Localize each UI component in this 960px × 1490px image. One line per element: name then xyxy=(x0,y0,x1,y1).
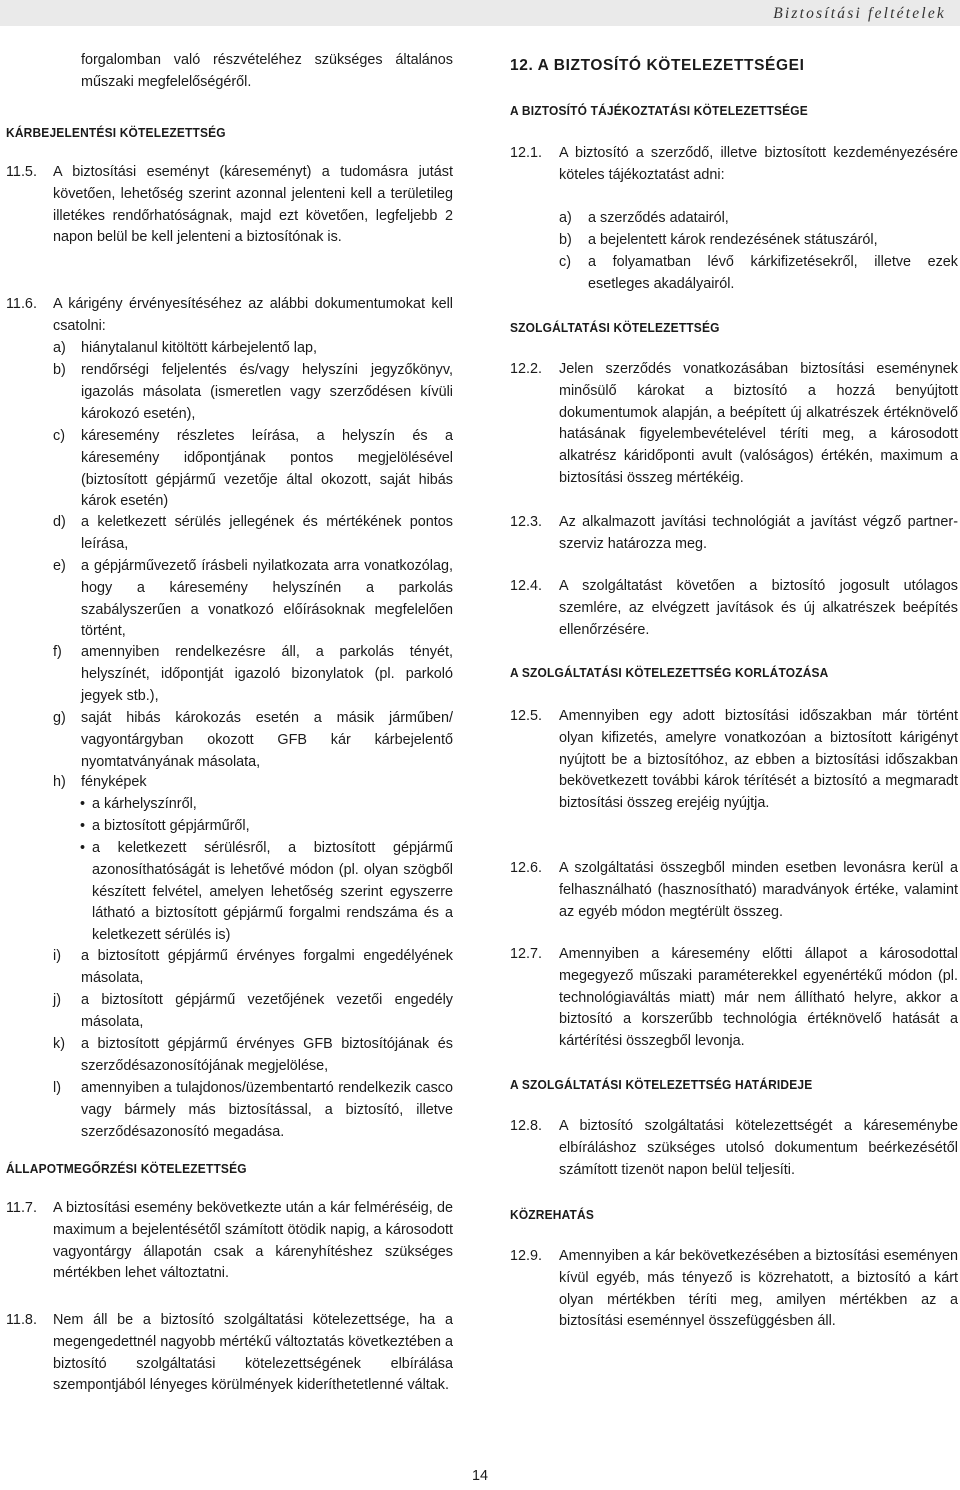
heading-karbejelentesi: KÁRBEJELENTÉSI KÖTELEZETTSÉG xyxy=(6,125,226,140)
list-item-text: a biztosított gépjármű vezetőjének vezetői engedély másolata, xyxy=(81,992,453,1030)
list-item-text: saját hibás károkozás esetén a másik járműben/ vagyontárgyban okozott GFB kár kárbejelentő nyomtatványának másolata, xyxy=(81,710,453,770)
list-item-text: a bejelentett károk rendezésének státuszáról, xyxy=(588,232,878,248)
list-letter: j) xyxy=(53,992,61,1008)
bullet-text: a kárhelyszínről, xyxy=(92,796,197,812)
clause-12-1-text: A biztosító a szerződő, illetve biztosított kezdeményezésére köteles tájékoztatást adni: xyxy=(559,145,958,183)
clause-number: 12.9. xyxy=(510,1248,543,1264)
clause-number: 12.8. xyxy=(510,1118,543,1134)
clause-number: 11.8. xyxy=(6,1312,37,1328)
clause-12-7-text: Amennyiben a káresemény előtti állapot a károsodottal megegyező műszaki paraméterekkel egyenértékű módon (pl. technológiaváltás miatt) már nem állítható helyre, akkor a biztosító a korszerűbb technológia értéknövelő hatását a kártérítési összegből levonja. xyxy=(559,946,958,1050)
bullet-dot: • xyxy=(80,818,86,834)
bullet-dot: • xyxy=(80,840,86,856)
clause-number: 12.2. xyxy=(510,361,543,377)
clause-number: 12.6. xyxy=(510,860,543,876)
page-number: 14 xyxy=(472,1468,489,1484)
list-letter: k) xyxy=(53,1036,65,1052)
clause-number: 12.1. xyxy=(510,145,543,161)
list-letter: d) xyxy=(53,514,66,530)
list-letter: h) xyxy=(53,774,66,790)
list-letter: b) xyxy=(559,232,572,248)
clause-12-6-text: A szolgáltatási összegből minden esetben levonásra kerül a felhasználható (hasznosítható) maradványok értéke, valamint az egyéb módon megtérült összeg. xyxy=(559,860,958,920)
clause-12-2-text: Jelen szerződés vonatkozásában biztosítási eseménynek minősülő károkat a biztosító a hozzá benyújtott dokumentumok alapján, a beépített új alkatrészek értéknövelő hatásának figyelembevételével téríti meg, a károsodott alkatrész káridőponti avult (valóságos) értékén, maximum a biztosítási összeg mértékéig. xyxy=(559,361,958,486)
list-letter: l) xyxy=(53,1080,61,1096)
list-letter: b) xyxy=(53,362,66,378)
clause-number: 12.3. xyxy=(510,514,543,530)
list-letter: f) xyxy=(53,644,62,660)
intro-paragraph: forgalomban való részvételéhez szükséges általános műszaki megfelelőségéről. xyxy=(81,52,453,90)
clause-11-8-text: Nem áll be a biztosító szolgáltatási kötelezettsége, ha a megengedettnél nagyobb mértékű változtatás következtében a biztosító szolgáltatási kötelezettségének elbírálása szempontjából lényeges körülmények kideríthetetlenné váltak. xyxy=(53,1312,454,1394)
list-item-text: hiánytalanul kitöltött kárbejelentő lap, xyxy=(81,340,317,356)
clause-number: 12.4. xyxy=(510,578,543,594)
heading-szolgaltatasi: SZOLGÁLTATÁSI KÖTELEZETTSÉG xyxy=(510,320,720,335)
clause-12-5-text: Amennyiben egy adott biztosítási időszakban már történt olyan kifizetés, amelyre vonatkozóan a biztosított kárigényt nyújtott be a biztosítóhoz, az ebben a biztosítási időszakban bekövetkezett további károk térítését a biztosító a megmaradt biztosítási összeg erejéig nyújtja. xyxy=(559,708,958,812)
list-item-text: a szerződés adatairól, xyxy=(588,210,729,226)
clause-12-4-text: A szolgáltatást követően a biztosító jogosult utólagos szemlére, az elvégzett javítások és új alkatrészek beépítés ellenőrzésére. xyxy=(559,578,958,638)
heading-allapotmegorzesi: ÁLLAPOTMEGŐRZÉSI KÖTELEZETTSÉG xyxy=(6,1161,247,1176)
list-letter: i) xyxy=(53,948,61,964)
clause-12-9-text: Amennyiben a kár bekövetkezésében a biztosítási eseményen kívül egyéb, más tényező is közrehatott, a biztosító a kárt olyan mértékben téríti meg, amilyen mértékben az a biztosítási eseménnyel összefüggésben áll. xyxy=(559,1248,958,1330)
running-header-title: Biztosítási feltételek xyxy=(773,5,946,22)
list-item-text: amennyiben a tulajdonos/üzembentartó rendelkezik casco vagy bármely más biztosítással, a biztosító, illetve szerződésazonosító megadása. xyxy=(81,1080,453,1140)
clause-number: 11.7. xyxy=(6,1200,37,1216)
list-letter: a) xyxy=(559,210,572,226)
list-item-text: a biztosított gépjármű érvényes forgalmi engedélyének másolata, xyxy=(81,948,453,986)
clause-number: 12.5. xyxy=(510,708,543,724)
clause-11-5-text: A biztosítási eseményt (káreseményt) a tudomásra jutást követően, lehetőség szerint azonnal jelenteni kell a területileg illetékes rendőrhatóságnak, majd ezt követően, legfeljebb 2 napon belül be kell jelenteni a biztosítónak is. xyxy=(53,164,453,246)
list-item-text: fényképek xyxy=(81,774,147,790)
bullet-text: a keletkezett sérülésről, a biztosított gépjármű azonosíthatóságát is lehetővé módon (pl. olyan szögből készített felvétel, amelyen lehetőség szerint egyszerre látható a biztosított gépjármű forgalmi rendszáma és a keletkezett sérülés is) xyxy=(92,840,453,944)
list-item-text: a gépjárművezető írásbeli nyilatkozata arra vonatkozólag, hogy a káresemény helyszínén a parkolás szabályszerűen a vonatkozó előírásoknak megfelelően történt, xyxy=(81,558,453,640)
clause-11-6-text: A kárigény érvényesítéséhez az alábbi dokumentumokat kell csatolni: xyxy=(53,296,453,334)
clause-number: 12.7. xyxy=(510,946,543,962)
list-letter: g) xyxy=(53,710,66,726)
heading-korlatozasa: A SZOLGÁLTATÁSI KÖTELEZETTSÉG KORLÁTOZÁSA xyxy=(510,665,829,680)
heading-hatarideje: A SZOLGÁLTATÁSI KÖTELEZETTSÉG HATÁRIDEJE xyxy=(510,1077,813,1092)
list-item-text: amennyiben rendelkezésre áll, a parkolás tényét, helyszínét, időpontját igazoló bizonylatok (pl. parkoló jegyek stb.), xyxy=(81,644,453,704)
clause-number: 11.5. xyxy=(6,164,37,180)
list-letter: c) xyxy=(559,254,571,270)
clause-11-7-text: A biztosítási esemény bekövetkezte után a kár felméréséig, de maximum a bejelentésétől számított ötödik napig, a károsodott vagyontárgy állapotán csak a kárenyhítéshez szükséges mértékben lehet változtatni. xyxy=(53,1200,453,1282)
list-item-text: a biztosított gépjármű érvényes GFB biztosítójának és szerződésazonosítójának megjelölése, xyxy=(81,1036,453,1074)
list-item-text: rendőrségi feljelentés és/vagy helyszíni jegyzőkönyv, igazolás másolata (ismeretlen vagy szerződésen kívüli károkozó esetén), xyxy=(81,362,453,422)
list-letter: e) xyxy=(53,558,66,574)
bullet-text: a biztosított gépjárműről, xyxy=(92,818,250,834)
list-item-text: a folyamatban lévő kárkifizetésekről, illetve ezek esetleges akadályairól. xyxy=(588,254,958,292)
bullet-dot: • xyxy=(80,796,86,812)
list-item-text: káresemény részletes leírása, a helyszín és a káresemény időpontjának pontos megjelölésével (biztosított gépjármű vezetője által okozott, saját hibás károk esetén) xyxy=(81,428,453,510)
list-letter: c) xyxy=(53,428,65,444)
clause-number: 11.6. xyxy=(6,296,37,312)
list-item-text: a keletkezett sérülés jellegének és mértékének pontos leírása, xyxy=(81,514,453,552)
heading-kozrehatas: KÖZREHATÁS xyxy=(510,1207,595,1222)
section-12-title: 12. A BIZTOSÍTÓ KÖTELEZETTSÉGEI xyxy=(510,57,805,74)
clause-12-3-text: Az alkalmazott javítási technológiát a javítást végző partner-szerviz határozza meg. xyxy=(559,514,958,552)
heading-tajekoztatasi: A BIZTOSÍTÓ TÁJÉKOZTATÁSI KÖTELEZETTSÉGE xyxy=(510,103,808,118)
clause-12-8-text: A biztosító szolgáltatási kötelezettségét a káreseménybe elbíráláshoz szükséges utolsó dokumentum beérkezésétől számított tizenöt napon belül teljesíti. xyxy=(559,1118,958,1178)
list-letter: a) xyxy=(53,340,66,356)
